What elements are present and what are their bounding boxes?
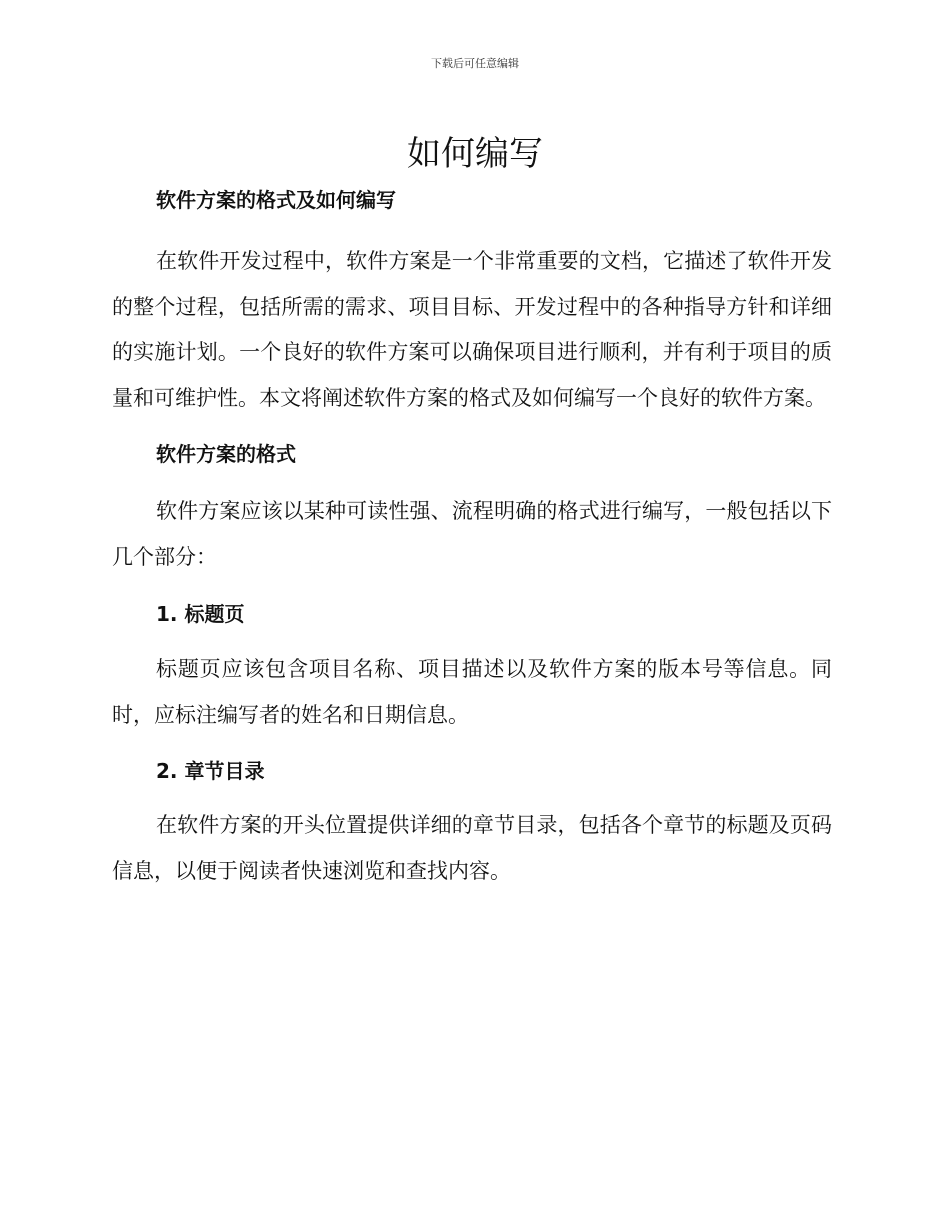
section-heading-table-of-contents: 2. 章节目录 [156, 759, 265, 783]
section-heading-title-page: 1. 标题页 [156, 602, 245, 626]
paragraph-format-overview: 软件方案应该以某种可读性强、流程明确的格式进行编写，一般包括以下几个部分： [112, 499, 832, 569]
section-heading-format-and-writing: 软件方案的格式及如何编写 [156, 188, 396, 212]
paragraph-table-of-contents: 在软件方案的开头位置提供详细的章节目录，包括各个章节的标题及页码信息，以便于阅读者快速浏览和查找内容。 [112, 813, 832, 883]
page-header-note: 下载后可任意编辑 [431, 57, 519, 70]
paragraph-introduction: 在软件开发过程中，软件方案是一个非常重要的文档，它描述了软件开发的整个过程，包括所需的需求、项目目标、开发过程中的各种指导方针和详细的实施计划。一个良好的软件方案可以确保项目进行顺利，并有利于项目的质量和可维护性。本文将阐述软件方案的格式及如何编写一个良好的软件方案。 [112, 249, 832, 410]
document-title: 如何编写 [407, 134, 543, 174]
paragraph-title-page: 标题页应该包含项目名称、项目描述以及软件方案的版本号等信息。同时，应标注编写者的姓名和日期信息。 [112, 657, 832, 727]
document-body [112, 183, 832, 894]
section-heading-format: 软件方案的格式 [156, 442, 296, 466]
